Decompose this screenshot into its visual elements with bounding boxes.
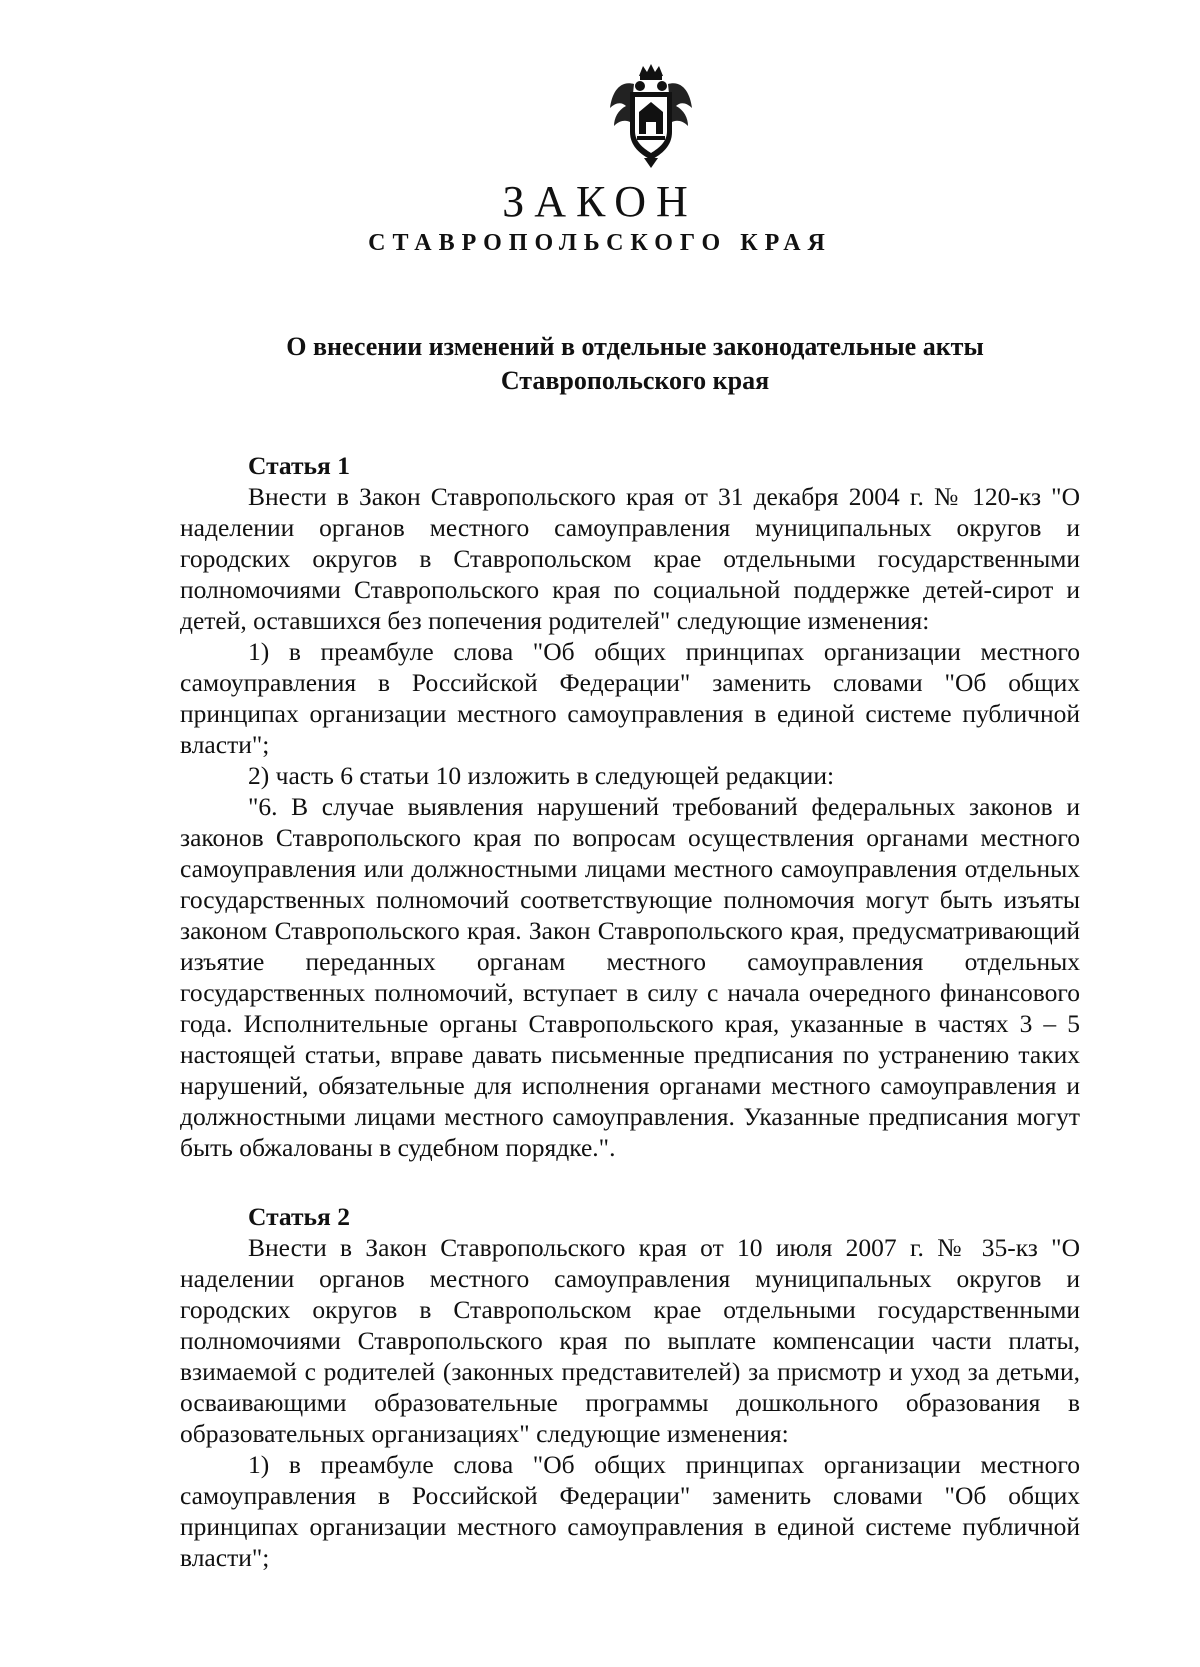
article-1: [180, 450, 1080, 1163]
document-title-line-1: О внесении изменений в отдельные законодательные акты: [286, 332, 984, 361]
document-title: [180, 330, 1090, 398]
article-paragraph: 2) часть 6 статьи 10 изложить в следующей редакции:: [248, 761, 835, 790]
coat-of-arms-icon: [606, 62, 696, 170]
article-title: Статья 2: [248, 1202, 350, 1231]
law-title: ЗАКОН: [502, 177, 698, 226]
article-paragraph: "6. В случае выявления нарушений требований федеральных законов и законов Ставропольского края по вопросам осуществления органами местного самоуправления или должностными лицами местного самоуправления отдельных государственных полномочий соответствующие полномочия могут быть изъяты законом Ставропольского края. Закон Ставропольского края, предусматривающий изъятие переданных органам местного самоуправления отдельных государственных полномочий, вступает в силу с начала очередного финансового года. Исполнительные органы Ставропольского края, указанные в частях 3 – 5 настоящей статьи, вправе давать письменные предписания по устранению таких нарушений, обязательные для исполнения органами местного самоуправления и должностными лицами местного самоуправления. Указанные предписания могут быть обжалованы в судебном порядке.".: [180, 792, 1080, 1162]
article-title: Статья 1: [248, 451, 350, 480]
spacer: [180, 1163, 1080, 1201]
article-paragraph: Внести в Закон Ставропольского края от 10 июля 2007 г. № 35-кз "О наделении органов местного самоуправления муниципальных округов и городских округов в Ставропольском крае отдельными государственными полномочиями Ставропольского края по выплате компенсации части платы, взимаемой с родителей (законных представителей) за присмотр и уход за детьми, осваивающими образовательные программы дошкольного образования в образовательных организациях" следующие изменения:: [180, 1233, 1080, 1448]
article-2: [180, 1201, 1080, 1573]
document-title-line-2: Ставропольского края: [500, 366, 770, 395]
article-paragraph: Внести в Закон Ставропольского края от 31 декабря 2004 г. № 120-кз "О наделении органов местного самоуправления муниципальных округов и городских округов в Ставропольском крае отдельными государственными полномочиями Ставропольского края по социальной поддержке детей-сирот и детей, оставшихся без попечения родителей" следующие изменения:: [180, 482, 1080, 635]
article-paragraph: 1) в преамбуле слова "Об общих принципах организации местного самоуправления в Российской Федерации" заменить словами "Об общих принципах организации местного самоуправления в единой системе публичной власти";: [180, 637, 1080, 759]
article-paragraph: 1) в преамбуле слова "Об общих принципах организации местного самоуправления в Российской Федерации" заменить словами "Об общих принципах организации местного самоуправления в единой системе публичной власти";: [180, 1450, 1080, 1572]
region-subtitle: СТАВРОПОЛЬСКОГО КРАЯ: [368, 230, 832, 256]
document-body: [180, 450, 1080, 1573]
